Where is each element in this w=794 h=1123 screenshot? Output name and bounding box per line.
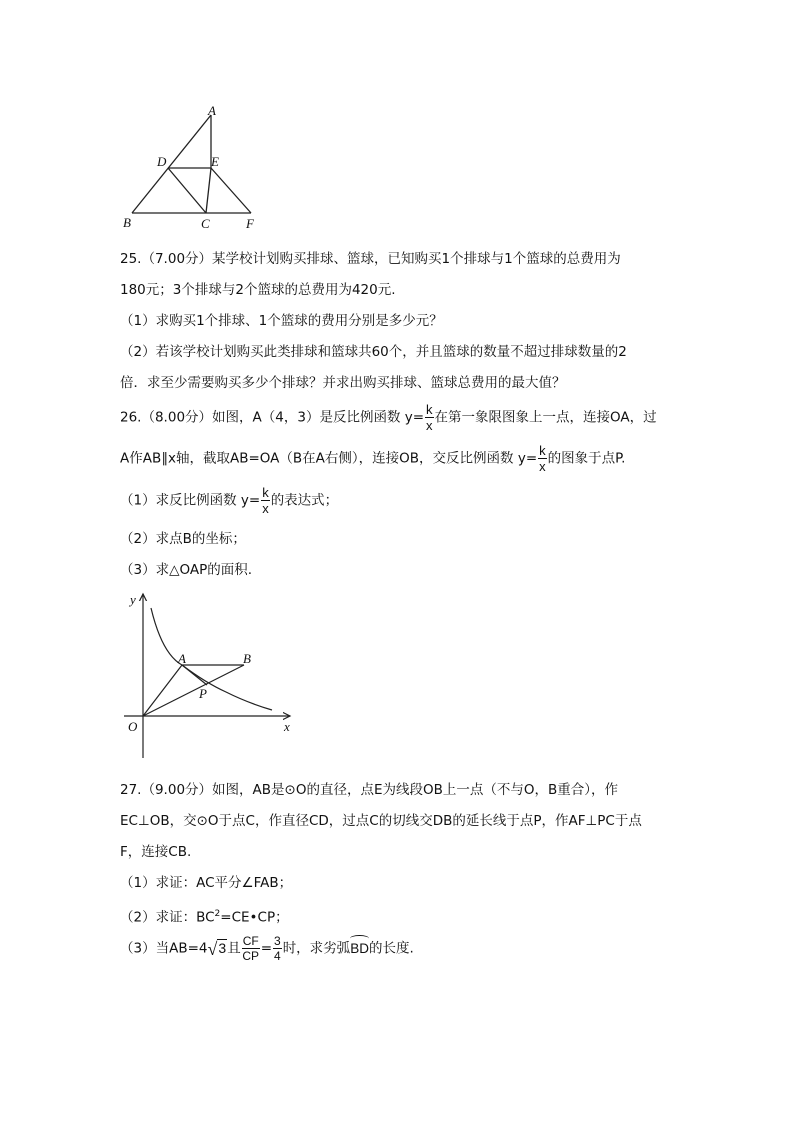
label-B: B xyxy=(123,215,131,230)
q27-part2-text-a: （2）求证：BC xyxy=(120,909,215,926)
equals-sign: = xyxy=(260,940,272,957)
label-P: P xyxy=(199,686,207,701)
label-F: F xyxy=(246,216,254,231)
q26-line2-text-a: A作AB∥x轴，截取AB=OA（B在A右侧），连接OB，交反比例函数 y= xyxy=(120,450,538,467)
q26-part1 xyxy=(120,486,338,515)
label-A: A xyxy=(178,651,186,666)
segment-DC xyxy=(168,168,206,213)
segment-OA xyxy=(143,665,182,716)
hyperbola-curve xyxy=(151,608,272,710)
segment-CE xyxy=(206,168,211,213)
q26-line2-text-b: 的图象于点P. xyxy=(547,450,626,467)
label-x: x xyxy=(284,719,290,734)
label-E: E xyxy=(211,154,219,169)
sqrt-symbol: √ xyxy=(207,938,218,959)
label-O: O xyxy=(128,719,138,734)
q27-line2: EC⊥OB，交⊙O于点C，作直径CD，过点C的切线交DB的延长线于点P，作AF⊥PC于点 xyxy=(120,813,642,829)
q27-line1: 27.（9.00分）如图，AB是⊙O的直径，点E为线段OB上一点（不与O，B重合），作 xyxy=(120,782,619,798)
label-A: A xyxy=(208,103,216,118)
q26-part2: （2）求点B的坐标； xyxy=(120,531,246,547)
label-B: B xyxy=(243,651,251,666)
q25-part2-line1: （2）若该学校计划购买此类排球和篮球共60个，并且篮球的数量不超过排球数量的2 xyxy=(120,344,627,360)
q26-line1-text-b: 在第一象限图象上一点，连接OA，过 xyxy=(434,409,657,426)
coordinate-figure xyxy=(120,588,300,768)
q27-part3 xyxy=(120,935,414,962)
q26-line1-text-a: 26.（8.00分）如图，A（4，3）是反比例函数 y= xyxy=(120,409,425,426)
q25-line1: 25.（7.00分）某学校计划购买排球、篮球，已知购买1个排球与1个篮球的总费用为 xyxy=(120,251,621,267)
label-D: D xyxy=(157,154,167,169)
q27-part3-text-c: 时，求劣弧 xyxy=(282,940,351,957)
q27-part1: （1）求证：AC平分∠FAB； xyxy=(120,875,293,891)
q27-part3-text-b: 且 xyxy=(227,940,241,957)
q26-line1 xyxy=(120,403,657,432)
q25-line2: 180元；3个排球与2个篮球的总费用为420元. xyxy=(120,282,396,298)
q26-part1-text-a: （1）求反比例函数 y= xyxy=(120,492,261,509)
q25-part2-line2: 倍．求至少需要购买多少个排球？并求出购买排球、篮球总费用的最大值？ xyxy=(120,375,566,391)
fraction-k-over-x: $\frac{k}{x}$ xyxy=(539,443,546,474)
q27-part2 xyxy=(120,905,289,927)
segment-EF xyxy=(211,168,251,213)
segment-BA xyxy=(132,115,211,213)
label-C: C xyxy=(201,216,210,231)
q26-line2 xyxy=(120,444,625,473)
fraction-k-over-x: $\frac{k}{x}$ xyxy=(262,485,269,516)
q25-part1: （1）求购买1个排球、1个篮球的费用分别是多少元？ xyxy=(120,313,443,329)
sqrt-radicand: 3 xyxy=(218,939,227,956)
q26-part1-text-b: 的表达式； xyxy=(270,492,339,509)
label-y: y xyxy=(130,592,136,607)
superscript-2: 2 xyxy=(214,909,221,919)
fraction-3-over-4: $\frac{3}{4}$ xyxy=(274,934,281,963)
q26-part3: （3）求△OAP的面积. xyxy=(120,562,253,578)
fraction-CF-over-CP: $\frac{CF}{CP}$ xyxy=(242,934,260,963)
q27-line3: F，连接CB. xyxy=(120,844,192,860)
arc-BD: BD xyxy=(350,940,369,956)
q27-part3-text-d: 的长度. xyxy=(368,940,414,957)
q27-part2-text-b: =CE•CP； xyxy=(220,909,289,926)
fraction-k-over-x: $\frac{k}{x}$ xyxy=(426,402,433,433)
segment-AP xyxy=(182,665,207,685)
triangle-figure xyxy=(115,100,275,235)
q27-part3-text-a: （3）当AB=4 xyxy=(120,940,208,957)
